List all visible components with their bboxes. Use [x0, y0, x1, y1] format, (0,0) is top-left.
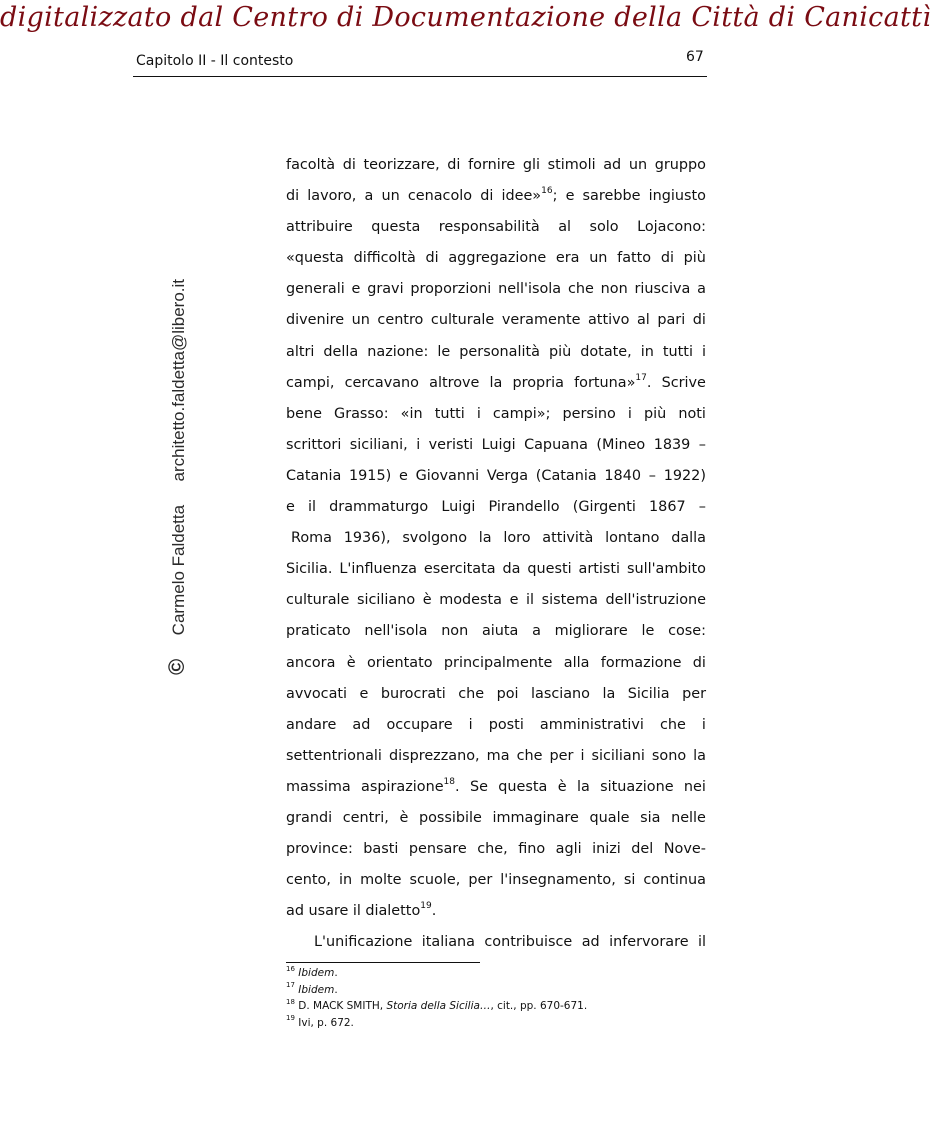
watermark-email: architetto.faldetta@libero.it	[169, 278, 188, 482]
text-line: attribuire questa responsabilità al solo Lojacono:	[286, 219, 706, 236]
copyright-icon: ©	[164, 658, 189, 675]
text-line: divenire un centro culturale veramente attivo al pari di	[286, 312, 706, 329]
text-line: avvocati e burocrati che poi lasciano la Sicilia per	[286, 685, 706, 702]
text-line: cento, in molte scuole, per l'insegnamento, si continua	[286, 872, 706, 889]
footnote-rule	[286, 962, 480, 963]
text-line: praticato nell'isola non aiuta a migliorare le cose:	[286, 623, 706, 640]
main-text	[286, 150, 706, 958]
copyright-watermark	[164, 279, 190, 675]
text-line: «questa difficoltà di aggregazione era un fatto di più	[286, 250, 706, 267]
text-line: Catania 1915) e Giovanni Verga (Catania 1840 – 1922)	[286, 467, 706, 484]
text-line: ad usare il dialetto$^{19}$.	[286, 901, 437, 920]
text-line: grandi centri, è possibile immaginare quale sia nelle	[286, 809, 706, 826]
text-line: campi, cercavano altrove la propria fortuna»$^{17}$. Scrive	[286, 372, 706, 391]
text-line: di lavoro, a un cenacolo di idee»$^{16}$; e sarebbe ingiusto	[286, 186, 706, 205]
footnote-ref: 19	[420, 901, 432, 912]
text-line: Sicilia. L'influenza esercitata da questi artisti sull'ambito	[286, 561, 706, 578]
text-line: massima aspirazione$^{18}$. Se questa è la situazione nei	[286, 777, 706, 795]
text-line: altri della nazione: le personalità più dotate, in tutti i	[286, 343, 706, 360]
footnote-19: $^{19}$ Ivi, p. 672.	[286, 1014, 354, 1029]
footnote-ref: 16	[541, 186, 553, 197]
text-line: province: basti pensare che, fino agli inizi del Nove-	[286, 841, 706, 858]
text-line: bene Grasso: «in tutti i campi»; persino i più noti	[286, 405, 706, 422]
text-line: culturale siciliano è modesta e il sistema dell'istruzione	[286, 592, 706, 609]
footnote-16: $^{16}$ Ibidem.	[286, 964, 338, 979]
footnote-ref: 18	[443, 777, 455, 788]
watermark-author: Carmelo Faldetta	[169, 504, 188, 636]
text-line: scrittori siciliani, i veristi Luigi Capuana (Mineo 1839 –	[286, 436, 706, 453]
text-line: Roma 1936), svolgono la loro attività lontano dalla	[291, 530, 706, 547]
footnote-17: $^{17}$ Ibidem.	[286, 981, 338, 996]
text-line: e il drammaturgo Luigi Pirandello (Girgenti 1867 –	[286, 499, 706, 516]
text-line: andare ad occupare i posti amministrativi che i	[286, 716, 706, 733]
text-line: facoltà di teorizzare, di fornire gli stimoli ad un gruppo	[286, 157, 706, 173]
footnote-ref: 17	[635, 372, 647, 383]
text-line: ancora è orientato principalmente alla formazione di	[286, 654, 706, 671]
text-line: generali e gravi proporzioni nell'isola che non riusciva a	[286, 281, 706, 298]
header-rule	[133, 76, 707, 77]
digitization-banner: digitalizzato dal Centro di Documentazione della Città di Canicattì	[0, 2, 931, 33]
running-header-chapter: Capitolo II - Il contesto	[136, 53, 294, 69]
footnotes	[286, 965, 587, 1031]
page-number: 67	[686, 49, 704, 65]
text-line: L'unificazione italiana contribuisce ad infervorare il	[314, 934, 706, 951]
text-line: settentrionali disprezzano, ma che per i siciliani sono la	[286, 747, 706, 764]
footnote-18: $^{18}$ D. MACK SMITH, Storia della Sicilia…, cit., pp. 670-671.	[286, 997, 588, 1012]
